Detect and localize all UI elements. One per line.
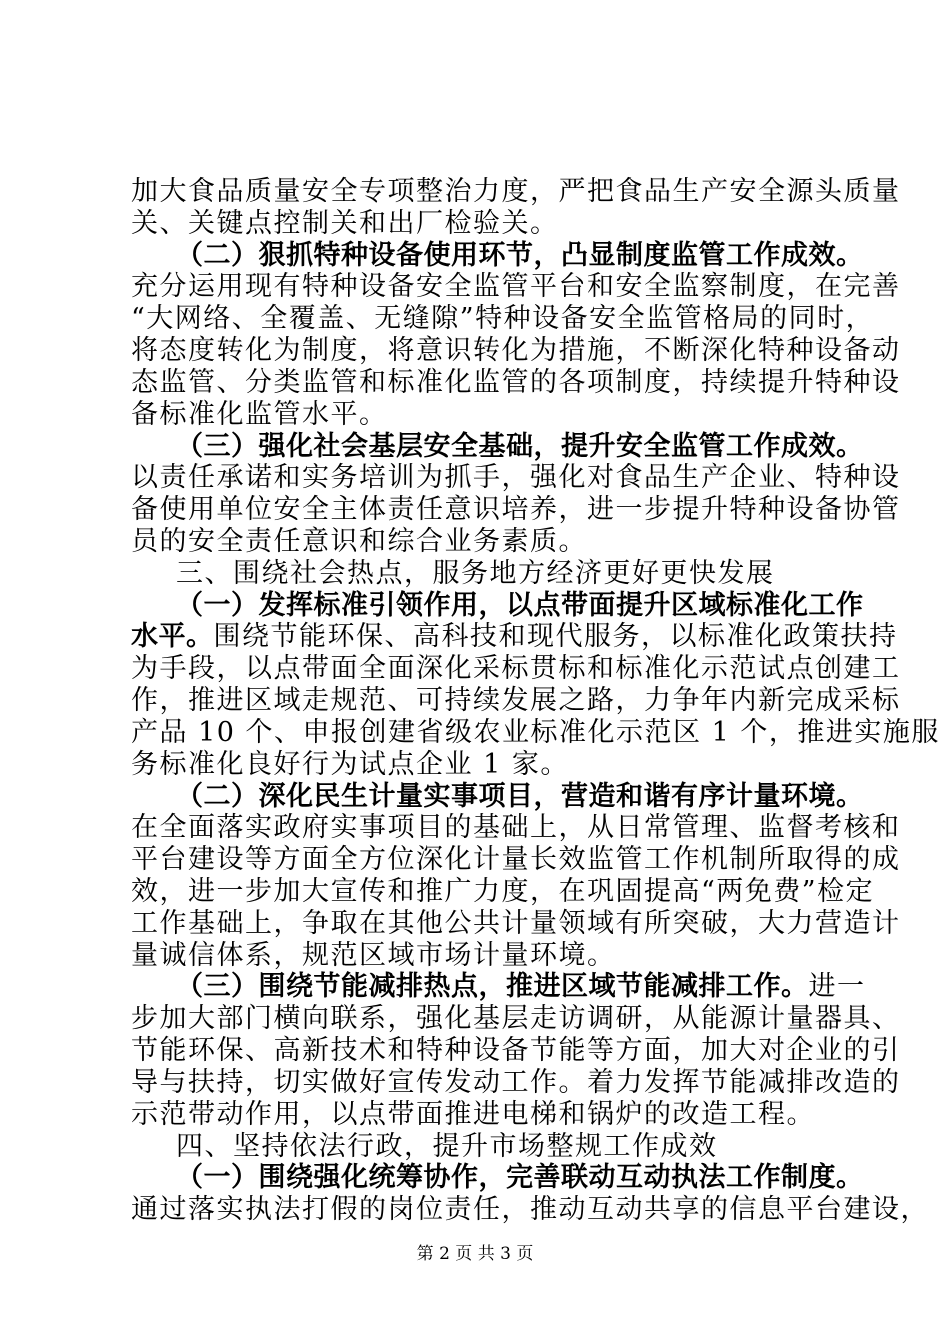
body-line: 工作基础上，争取在其他公共计量领域有所突破，大力营造计: [131, 907, 901, 939]
body-line: 将态度转化为制度，将意识转化为措施，不断深化特种设备动: [131, 335, 901, 367]
body-line: 平台建设等方面全方位深化计量长效监管工作机制所取得的成: [131, 844, 901, 876]
section-heading-tail: 水平。: [131, 621, 214, 653]
body-line: 量诚信体系，规范区域市场计量环境。: [131, 939, 616, 971]
body-line: 员的安全责任意识和综合业务素质。: [131, 526, 587, 557]
body-text: 围绕节能环保、高科技和现代服务，以标准化政策扶持: [213, 621, 898, 653]
body-line: 态监管、分类监管和标准化监管的各项制度，持续提升特种设: [131, 366, 901, 398]
section-heading: （二）深化民生计量实事项目，营造和谐有序计量环境。: [176, 780, 864, 812]
body-line: 为手段，以点带面全面深化采标贯标和标准化示范试点创建工: [131, 653, 901, 685]
body-line: [176, 971, 866, 1003]
body-text: 进一: [808, 971, 866, 1003]
body-line: 以责任承诺和实务培训为抓手，强化对食品生产企业、特种设: [131, 462, 901, 494]
body-line: 备标准化监管水平。: [131, 398, 388, 430]
chapter-heading: 三、围绕社会热点，服务地方经济更好更快发展: [176, 557, 775, 589]
section-heading: （三）强化社会基层安全基础，提升安全监管工作成效。: [176, 430, 864, 462]
chapter-heading: 四、坚持依法行政，提升市场整规工作成效: [176, 1130, 718, 1162]
section-heading: （三）围绕节能减排热点，推进区域节能减排工作。: [176, 971, 809, 1003]
section-heading: （一）发挥标准引领作用，以点带面提升区域标准化工作: [176, 589, 864, 621]
section-heading: （一）围绕强化统筹协作，完善联动互动执法工作制度。: [176, 1162, 864, 1194]
body-line: [131, 621, 898, 653]
body-line: 作，推进区域走规范、可持续发展之路，力争年内新完成采标: [131, 685, 901, 717]
body-line: 务标准化良好行为试点企业 1 家。: [131, 748, 569, 780]
body-line: 加大食品质量安全专项整治力度，严把食品生产安全源头质量: [131, 176, 901, 207]
body-line: 在全面落实政府实事项目的基础上，从日常管理、监督考核和: [131, 812, 901, 844]
body-line: 备使用单位安全主体责任意识培养，进一步提升特种设备协管: [131, 494, 901, 526]
body-line: 步加大部门横向联系，强化基层走访调研，从能源计量器具、: [131, 1003, 901, 1035]
body-line: 通过落实执法打假的岗位责任，推动互动共享的信息平台建设，: [131, 1194, 929, 1226]
body-line: 示范带动作用，以点带面推进电梯和锅炉的改造工程。: [131, 1098, 815, 1130]
body-line: 产品 10 个、申报创建省级农业标准化示范区 1 个，推进实施服: [131, 716, 940, 748]
page-footer: 第 2 页 共 3 页: [416, 1244, 534, 1264]
body-line: 充分运用现有特种设备安全监管平台和安全监察制度，在完善: [131, 271, 901, 303]
body-line: 导与扶持，切实做好宣传发动工作。着力发挥节能减排改造的: [131, 1066, 901, 1098]
section-heading: （二）狠抓特种设备使用环节，凸显制度监管工作成效。: [176, 239, 864, 271]
body-line: “大网络、全覆盖、无缝隙”特种设备安全监管格局的同时，: [131, 303, 875, 335]
body-line: 效，进一步加大宣传和推广力度，在巩固提高“两免费”检定: [131, 876, 875, 907]
body-line: 节能环保、高新技术和特种设备节能等方面，加大对企业的引: [131, 1035, 901, 1067]
body-line: 关、关键点控制关和出厂检验关。: [131, 207, 559, 239]
